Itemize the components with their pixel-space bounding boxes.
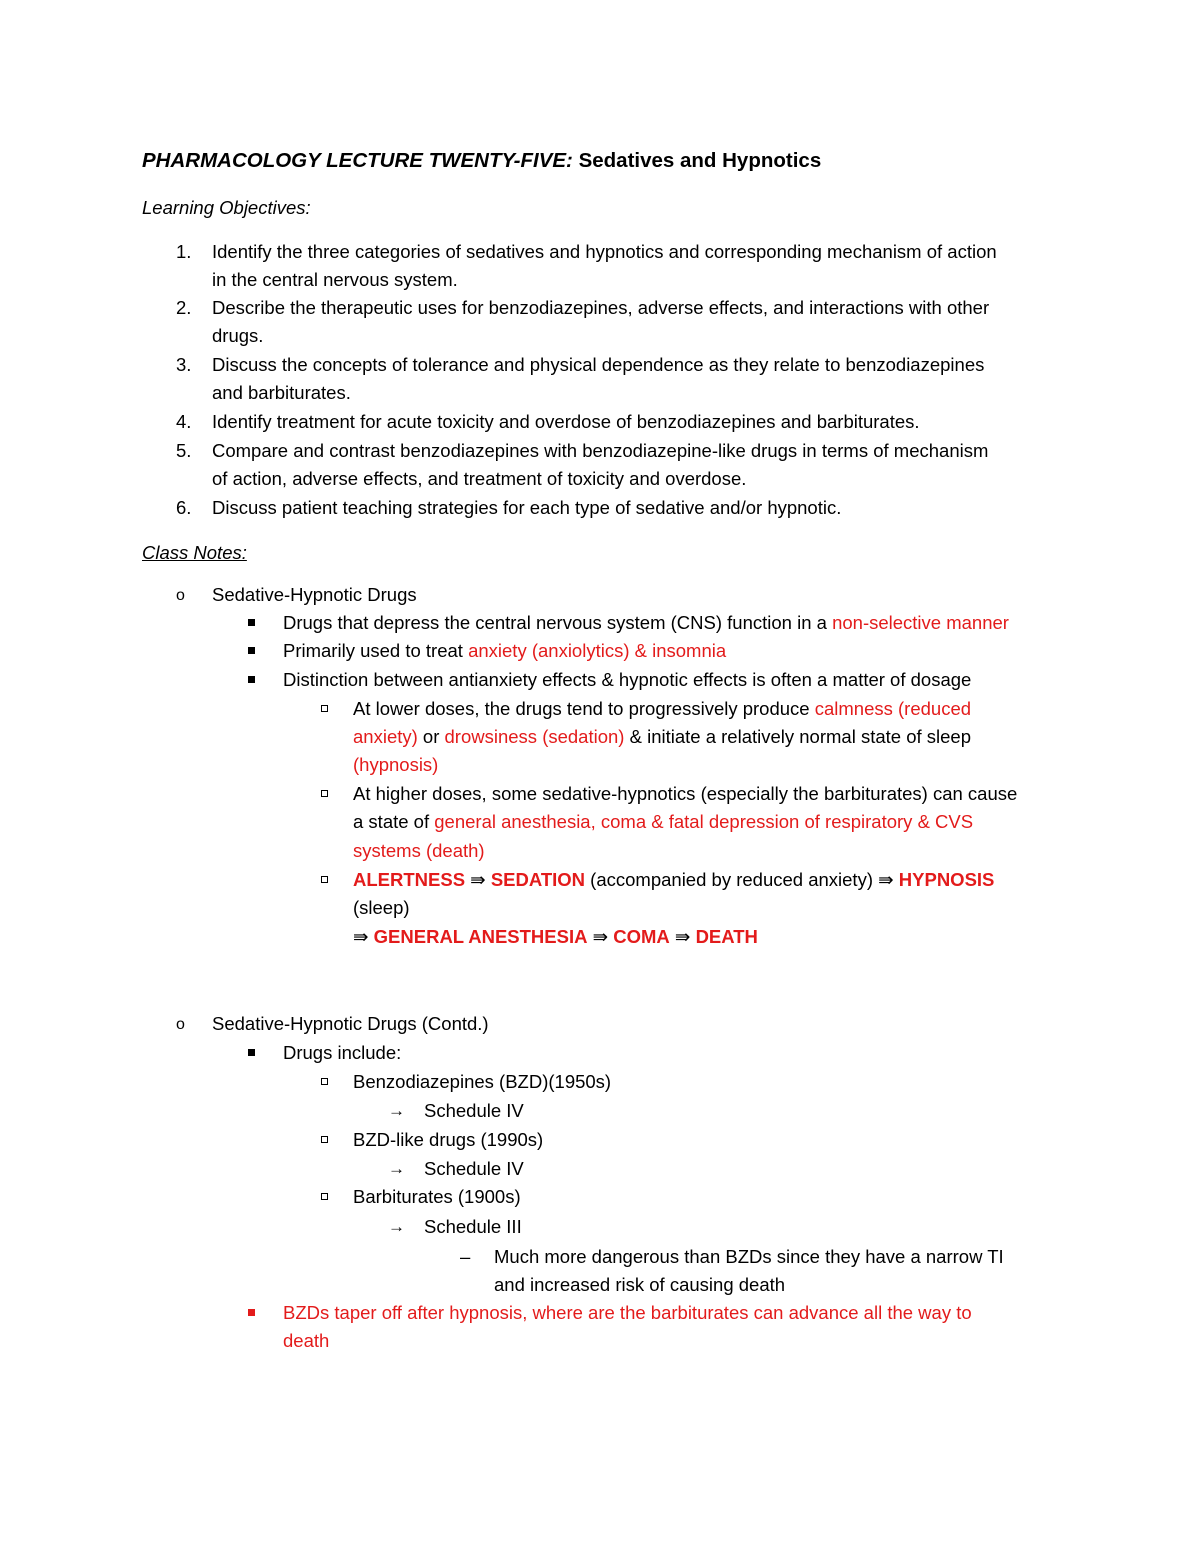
progression-line <box>353 923 758 951</box>
red-text: non-selective manner <box>832 612 1009 633</box>
red-text: death <box>283 1330 330 1351</box>
class-notes-label: Class Notes: <box>142 542 247 563</box>
note-text: Much more dangerous than BZDs since they have a narrow TI <box>494 1246 1004 1267</box>
stage-general-anesthesia: GENERAL ANESTHESIA <box>373 926 588 947</box>
stage-hypnosis: HYPNOSIS <box>898 869 995 890</box>
bullet-text: Distinction between antianxiety effects & hypnotic effects is often a matter of dosage <box>283 669 972 690</box>
red-text: anxiety) <box>353 726 418 747</box>
objective-line: Discuss patient teaching strategies for each type of sedative and/or hypnotic. <box>212 497 842 518</box>
objective-line: Identify the three categories of sedatives and hypnotics and corresponding mechanism of action <box>212 241 997 262</box>
drug-class: BZD-like drugs (1990s) <box>353 1129 544 1150</box>
text-run: & initiate a relatively normal state of sleep <box>624 726 972 747</box>
objective-line: in the central nervous system. <box>212 269 458 290</box>
drug-class: Benzodiazepines (BZD)(1950s) <box>353 1071 612 1092</box>
stage-alertness: ALERTNESS <box>353 869 466 890</box>
hollow-square-bullet-icon <box>321 1078 328 1085</box>
note-text: and increased risk of causing death <box>494 1274 786 1295</box>
title-italic: PHARMACOLOGY LECTURE TWENTY-FIVE: <box>142 149 573 172</box>
circle-bullet-icon: o <box>176 587 185 604</box>
arrow-icon: → <box>388 1101 405 1120</box>
bullet-text <box>283 609 1009 637</box>
square-bullet-icon <box>248 1049 255 1056</box>
schedule-label: Schedule III <box>424 1216 522 1237</box>
title-topic: Sedatives and Hypnotics <box>572 149 822 172</box>
square-bullet-icon <box>248 619 255 626</box>
double-arrow-icon: ⇛ <box>353 926 374 947</box>
red-text: BZDs taper off after hypnosis, where are the barbiturates can advance all the way to <box>283 1302 972 1323</box>
hollow-square-bullet-icon <box>321 1193 328 1200</box>
double-arrow-icon: ⇛ <box>465 869 491 890</box>
objective-number: 2. <box>176 297 192 318</box>
objective-line: of action, adverse effects, and treatment of toxicity and overdose. <box>212 468 747 489</box>
progression-line <box>353 866 994 894</box>
section-heading: Sedative-Hypnotic Drugs (Contd.) <box>212 1013 489 1034</box>
hollow-square-bullet-icon <box>321 790 328 797</box>
hollow-square-bullet-icon <box>321 1136 328 1143</box>
double-arrow-icon: ⇛ <box>587 926 614 947</box>
schedule-label: Schedule IV <box>424 1100 524 1121</box>
red-text: (hypnosis) <box>353 754 439 775</box>
red-text: general anesthesia, coma & fatal depression of respiratory & CVS <box>434 811 974 832</box>
objective-number: 1. <box>176 241 192 262</box>
bullet-text: Drugs include: <box>283 1042 402 1063</box>
arrow-icon: → <box>388 1217 405 1236</box>
sub-bullet-text <box>353 695 971 723</box>
sub-bullet-text <box>353 808 973 836</box>
drug-class: Barbiturates (1900s) <box>353 1186 521 1207</box>
square-bullet-icon <box>248 676 255 683</box>
learning-objectives-label: Learning Objectives: <box>142 197 311 218</box>
schedule-label: Schedule IV <box>424 1158 524 1179</box>
section-heading: Sedative-Hypnotic Drugs <box>212 584 417 605</box>
red-square-bullet-icon <box>248 1309 255 1316</box>
objective-number: 4. <box>176 411 192 432</box>
stage-sedation: SEDATION <box>490 869 586 890</box>
text-run: At lower doses, the drugs tend to progressively produce <box>353 698 815 719</box>
arrow-icon: → <box>388 1159 405 1178</box>
hollow-square-bullet-icon <box>321 705 328 712</box>
objective-line: and barbiturates. <box>212 382 351 403</box>
objective-line: Describe the therapeutic uses for benzodiazepines, adverse effects, and interactions with other <box>212 297 990 318</box>
text-run: Primarily used to treat <box>283 640 469 661</box>
red-text: calmness (reduced <box>814 698 972 719</box>
objective-line: Compare and contrast benzodiazepines with benzodiazepine-like drugs in terms of mechanism <box>212 440 989 461</box>
objective-number: 3. <box>176 354 192 375</box>
square-bullet-icon <box>248 647 255 654</box>
objective-line: Discuss the concepts of tolerance and physical dependence as they relate to benzodiazepines <box>212 354 985 375</box>
stage-death: DEATH <box>695 926 758 947</box>
sub-bullet-text: At higher doses, some sedative-hypnotics (especially the barbiturates) can cause <box>353 783 1018 804</box>
objective-line: Identify treatment for acute toxicity and overdose of benzodiazepines and barbiturates. <box>212 411 920 432</box>
objective-number: 6. <box>176 497 192 518</box>
double-arrow-icon: ⇛ <box>878 869 899 890</box>
red-text: systems (death) <box>353 840 485 861</box>
text-run: (accompanied by reduced anxiety) <box>585 869 879 890</box>
stage-coma: COMA <box>613 926 670 947</box>
circle-bullet-icon: o <box>176 1016 185 1033</box>
text-run: Drugs that depress the central nervous system (CNS) function in a <box>283 612 833 633</box>
red-text: drowsiness (sedation) <box>444 726 625 747</box>
page-title <box>142 146 821 176</box>
red-text: anxiety (anxiolytics) & insomnia <box>468 640 727 661</box>
objective-number: 5. <box>176 440 192 461</box>
sub-bullet-text <box>353 723 971 751</box>
double-arrow-icon: ⇛ <box>669 926 696 947</box>
sub-bullet-text: (sleep) <box>353 897 410 918</box>
text-run: or <box>417 726 445 747</box>
dash-bullet-icon: – <box>460 1246 471 1267</box>
text-run: a state of <box>353 811 435 832</box>
hollow-square-bullet-icon <box>321 876 328 883</box>
objective-line: drugs. <box>212 325 264 346</box>
bullet-text <box>283 637 726 665</box>
